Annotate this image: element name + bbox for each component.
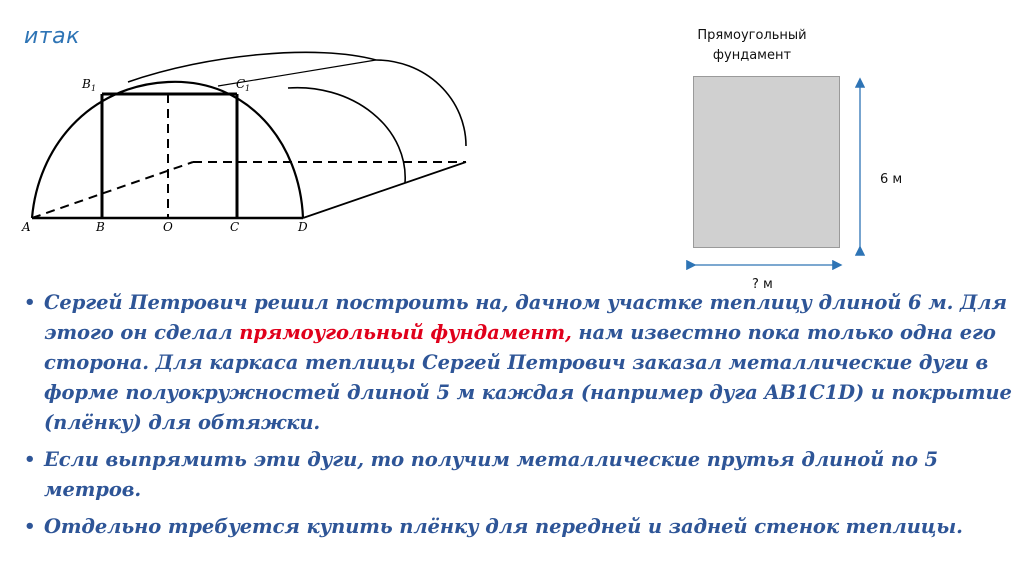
foundation-title: Прямоугольный фундамент <box>697 28 807 63</box>
height-label: 6 м <box>880 172 903 187</box>
width-label: ? м <box>752 277 773 292</box>
bullet-1-part1: Сергей Петрович решил построить на, дачном участке теплицу длиной 6 м. Для этого он сделал <box>44 291 1007 344</box>
bullet-3-text: Отдельно требуется купить плёнку для передней и задней стенок теплицы. <box>44 515 963 538</box>
bullet-item-3 <box>22 512 1012 542</box>
ridge-top <box>128 52 376 82</box>
label-b: B <box>96 220 105 234</box>
bullet-dot: • <box>24 292 36 313</box>
base-right <box>303 162 466 218</box>
arch-back-3 <box>376 60 466 146</box>
greenhouse-figure <box>18 28 488 238</box>
bullet-item-1 <box>22 288 1012 438</box>
heading-itak: итак <box>24 24 80 49</box>
bullet-list <box>22 288 1012 549</box>
bullet-item-2 <box>22 445 1012 505</box>
label-b1: B <box>82 77 91 91</box>
bullet-1-highlight: прямоугольный фундамент, <box>239 321 572 344</box>
arch-back-2 <box>288 88 405 183</box>
dimension-arrows <box>680 70 880 275</box>
label-b1-sub: 1 <box>91 84 97 93</box>
bullet-dot: • <box>24 516 36 537</box>
bullet-2-text: Если выпрямить эти дуги, то получим металлические прутья длиной по 5 метров. <box>44 448 939 501</box>
bullet-1-part2: нам известно пока только одна его сторона. Для каркаса теплицы Сергей Петрович заказал металлические дуги в форме полуокружностей длиной 5 м каждая (например дуга AB1C1D) и покрытие (плёнку) для обтяжки. <box>44 321 1012 434</box>
bullet-dot: • <box>24 449 36 470</box>
label-c: C <box>230 220 240 234</box>
label-a: A <box>22 220 31 234</box>
label-c1: C <box>236 77 246 91</box>
label-o: O <box>163 220 173 234</box>
label-d: D <box>298 220 308 234</box>
label-c1-sub: 1 <box>245 84 251 93</box>
